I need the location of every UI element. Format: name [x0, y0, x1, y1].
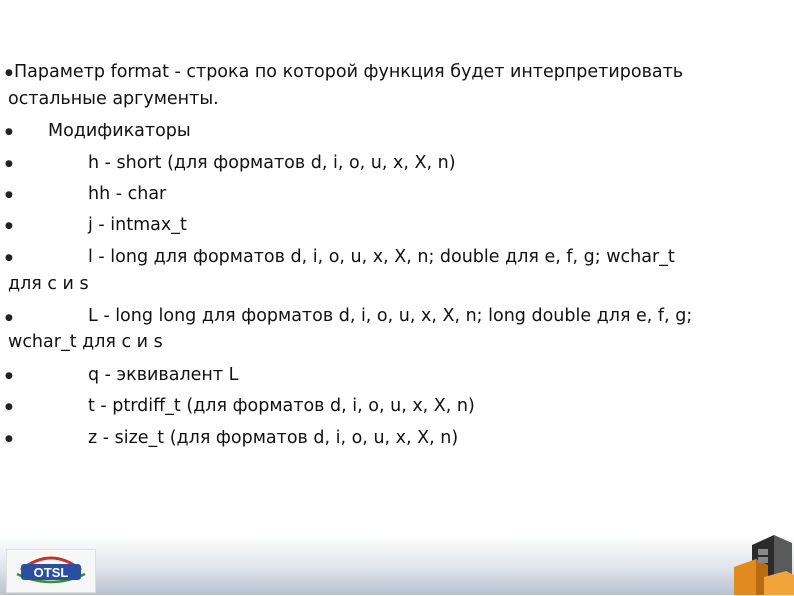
logo-text: OTSL	[33, 565, 69, 580]
bullet-icon: ●	[5, 127, 13, 137]
text-line: Модификаторы	[48, 121, 191, 141]
text-line: Параметр format - строка по которой функция будет интерпретировать	[14, 62, 684, 82]
text-line: hh - char	[88, 184, 167, 204]
bullet-icon: ●	[5, 253, 13, 263]
text-line: остальные аргументы.	[8, 89, 219, 109]
bullet-icon: ●	[5, 313, 13, 323]
text-line: j - intmax_t	[88, 215, 187, 235]
otsl-logo-icon	[7, 550, 95, 592]
bullet-icon: ●	[5, 159, 13, 169]
bullet-icon: ●	[5, 68, 13, 78]
bullet-icon: ●	[5, 190, 13, 200]
text-line: q - эквивалент L	[88, 365, 239, 385]
bullet-icon: ●	[5, 402, 13, 412]
bullet-icon: ●	[5, 434, 13, 444]
text-line: L - long long для форматов d, i, o, u, x, X, n; long double для e, f, g;	[88, 306, 693, 326]
text-line: z - size_t (для форматов d, i, o, u, x, X, n)	[88, 428, 459, 448]
text-line: для c и s	[8, 274, 89, 294]
slide-footer	[0, 535, 794, 595]
text-line: h - short (для форматов d, i, o, u, x, X, n)	[88, 153, 456, 173]
bullet-icon: ●	[5, 221, 13, 231]
otsl-logo	[6, 549, 96, 593]
text-line: t - ptrdiff_t (для форматов d, i, o, u, x, X, n)	[88, 396, 475, 416]
text-line: l - long для форматов d, i, o, u, x, X, n; double для e, f, g; wchar_t	[88, 247, 675, 267]
buildings-icon	[734, 525, 794, 595]
bullet-icon: ●	[5, 371, 13, 381]
text-line: wchar_t для c и s	[8, 332, 163, 352]
